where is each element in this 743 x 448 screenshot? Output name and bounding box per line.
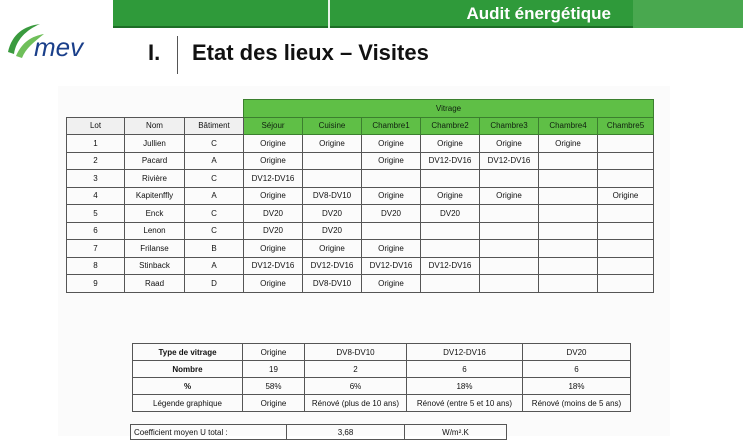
table-cell: DV20 [303, 222, 362, 240]
table-cell: DV8-DV10 [303, 275, 362, 293]
column-header: Chambre3 [480, 117, 539, 135]
table-cell: DV12-DV16 [421, 257, 480, 275]
summary-cell: Rénové (entre 5 et 10 ans) [407, 395, 523, 412]
summary-cell: 18% [523, 378, 631, 395]
vitrage-group-header: Vitrage [244, 100, 654, 118]
table-cell: C [185, 205, 244, 223]
summary-cell: Nombre [133, 361, 243, 378]
summary-cell: 6% [305, 378, 407, 395]
table-cell: Origine [244, 152, 303, 170]
table-cell: DV20 [244, 222, 303, 240]
table-cell: A [185, 152, 244, 170]
table-cell: Origine [362, 240, 421, 258]
table-cell: DV12-DV16 [244, 257, 303, 275]
summary-cell: Origine [243, 395, 305, 412]
table-cell [421, 222, 480, 240]
table-cell [598, 222, 654, 240]
table-cell: DV20 [362, 205, 421, 223]
summary-row [133, 395, 631, 412]
table-cell [303, 152, 362, 170]
table-cell: DV12-DV16 [421, 152, 480, 170]
summary-cell: 6 [407, 361, 523, 378]
table-cell: Origine [303, 240, 362, 258]
table-cell: 4 [67, 187, 125, 205]
table-cell: 9 [67, 275, 125, 293]
summary-header-cell: Origine [243, 344, 305, 361]
table-cell [539, 222, 598, 240]
table-cell [598, 135, 654, 153]
summary-cell: 6 [523, 361, 631, 378]
table-cell: D [185, 275, 244, 293]
table-cell: Origine [480, 135, 539, 153]
table-cell: Pacard [125, 152, 185, 170]
table-cell: Origine [303, 135, 362, 153]
table-cell [421, 240, 480, 258]
column-header: Cuisine [303, 117, 362, 135]
table-row [67, 135, 654, 153]
table-cell [598, 152, 654, 170]
table-cell: DV20 [244, 205, 303, 223]
column-header: Bâtiment [185, 117, 244, 135]
summary-header-cell: DV12-DV16 [407, 344, 523, 361]
table-cell: Origine [362, 135, 421, 153]
table-cell: Kapitenffly [125, 187, 185, 205]
page-title: Etat des lieux – Visites [192, 40, 429, 65]
summary-cell: 58% [243, 378, 305, 395]
summary-header-cell: DV20 [523, 344, 631, 361]
table-cell [421, 170, 480, 188]
logo-text: mev [34, 32, 84, 62]
table-cell: A [185, 257, 244, 275]
table-cell: Origine [362, 152, 421, 170]
table-cell: Stinback [125, 257, 185, 275]
table-cell: DV12-DV16 [480, 152, 539, 170]
table-cell [480, 205, 539, 223]
summary-header-row [133, 344, 631, 361]
table-cell: DV8-DV10 [303, 187, 362, 205]
table-row [67, 152, 654, 170]
mev-logo [4, 22, 104, 62]
table-cell [598, 275, 654, 293]
table-cell: Enck [125, 205, 185, 223]
table-row [67, 222, 654, 240]
table-cell [539, 257, 598, 275]
table-cell [362, 170, 421, 188]
summary-cell: 18% [407, 378, 523, 395]
coefficient-value: 3,68 [287, 425, 405, 440]
column-header: Nom [125, 117, 185, 135]
table-cell [598, 257, 654, 275]
table-cell [598, 170, 654, 188]
table-cell: Origine [421, 187, 480, 205]
table-cell [539, 240, 598, 258]
table-cell: 5 [67, 205, 125, 223]
table-cell [480, 275, 539, 293]
column-header: Chambre1 [362, 117, 421, 135]
column-header: Chambre2 [421, 117, 480, 135]
table-cell: Lenon [125, 222, 185, 240]
header-separator [328, 0, 330, 28]
table-cell: Origine [362, 275, 421, 293]
coefficient-label: Coefficient moyen U total : [131, 425, 287, 440]
header-band [113, 0, 743, 28]
table-cell: 7 [67, 240, 125, 258]
table-cell: DV12-DV16 [362, 257, 421, 275]
table-cell: Origine [244, 187, 303, 205]
column-header: Lot [67, 117, 125, 135]
table-cell [362, 222, 421, 240]
table-cell: Origine [539, 135, 598, 153]
table-cell: A [185, 187, 244, 205]
table-cell: Rivière [125, 170, 185, 188]
title-divider [177, 36, 178, 74]
table-cell: 3 [67, 170, 125, 188]
summary-cell: % [133, 378, 243, 395]
coefficient-unit: W/m².K [405, 425, 507, 440]
table-cell: 8 [67, 257, 125, 275]
group-header-row [67, 100, 654, 118]
table-cell [539, 170, 598, 188]
summary-cell: 2 [305, 361, 407, 378]
table-cell [598, 205, 654, 223]
column-header: Séjour [244, 117, 303, 135]
table-cell: 1 [67, 135, 125, 153]
table-row [67, 187, 654, 205]
table-row [67, 205, 654, 223]
summary-cell: Légende graphique [133, 395, 243, 412]
table-cell [480, 240, 539, 258]
table-cell [480, 257, 539, 275]
table-cell: Raad [125, 275, 185, 293]
column-header-row [67, 117, 654, 135]
table-cell: Jullien [125, 135, 185, 153]
table-cell: Origine [480, 187, 539, 205]
header-band-accent [633, 0, 743, 28]
table-cell: DV12-DV16 [244, 170, 303, 188]
summary-row [133, 361, 631, 378]
summary-header-cell: Type de vitrage [133, 344, 243, 361]
table-cell [539, 275, 598, 293]
coefficient-table [130, 424, 507, 440]
table-cell: Origine [421, 135, 480, 153]
table-cell [480, 170, 539, 188]
table-cell: Origine [362, 187, 421, 205]
table-row [67, 240, 654, 258]
table-cell [421, 275, 480, 293]
table-cell [539, 205, 598, 223]
summary-cell: Rénové (plus de 10 ans) [305, 395, 407, 412]
table-row [67, 170, 654, 188]
table-cell: Origine [598, 187, 654, 205]
table-cell: Origine [244, 240, 303, 258]
table-cell: DV20 [421, 205, 480, 223]
table-cell: C [185, 170, 244, 188]
summary-table [132, 343, 631, 412]
table-cell: Frilanse [125, 240, 185, 258]
table-cell [539, 152, 598, 170]
table-cell: B [185, 240, 244, 258]
table-cell: 2 [67, 152, 125, 170]
table-cell: Origine [244, 135, 303, 153]
table-row [67, 257, 654, 275]
summary-row [133, 378, 631, 395]
table-cell [303, 170, 362, 188]
table-cell [598, 240, 654, 258]
column-header: Chambre4 [539, 117, 598, 135]
table-cell: DV20 [303, 205, 362, 223]
column-header: Chambre5 [598, 117, 654, 135]
summary-cell: 19 [243, 361, 305, 378]
table-cell: DV12-DV16 [303, 257, 362, 275]
table-cell [480, 222, 539, 240]
visits-table [66, 99, 654, 293]
table-row [67, 275, 654, 293]
summary-header-cell: DV8-DV10 [305, 344, 407, 361]
summary-cell: Rénové (moins de 5 ans) [523, 395, 631, 412]
table-cell [539, 187, 598, 205]
header-title: Audit énergétique [466, 4, 611, 23]
table-cell: 6 [67, 222, 125, 240]
table-cell: Origine [244, 275, 303, 293]
table-cell: C [185, 222, 244, 240]
section-number: I. [148, 40, 161, 65]
table-cell: C [185, 135, 244, 153]
